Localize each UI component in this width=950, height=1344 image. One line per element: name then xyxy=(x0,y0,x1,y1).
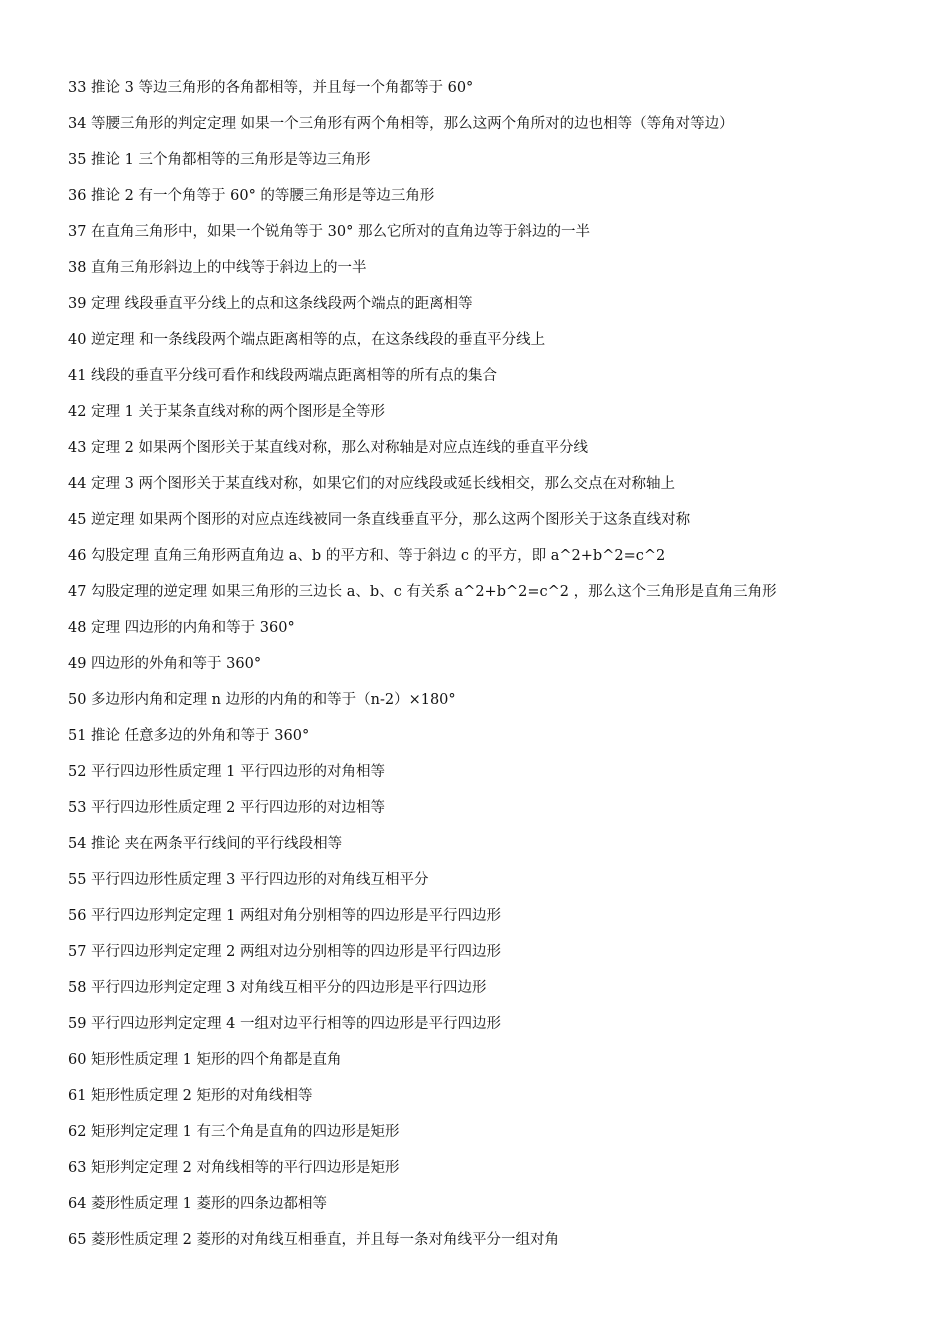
theorem-line-52: 52 平行四边形性质定理 1 平行四边形的对角相等 xyxy=(68,764,386,780)
theorem-line-37: 37 在直角三角形中，如果一个锐角等于 30° 那么它所对的直角边等于斜边的一半 xyxy=(68,224,590,240)
theorem-line-51: 51 推论 任意多边的外角和等于 360° xyxy=(68,728,310,744)
theorem-line-34: 34 等腰三角形的判定定理 如果一个三角形有两个角相等，那么这两个角所对的边也相等（等角对等边） xyxy=(68,116,734,132)
theorem-line-39: 39 定理 线段垂直平分线上的点和这条线段两个端点的距离相等 xyxy=(68,296,473,312)
theorem-line-40: 40 逆定理 和一条线段两个端点距离相等的点，在这条线段的垂直平分线上 xyxy=(68,332,546,348)
theorem-line-64: 64 菱形性质定理 1 菱形的四条边都相等 xyxy=(68,1196,328,1212)
theorem-line-59: 59 平行四边形判定定理 4 一组对边平行相等的四边形是平行四边形 xyxy=(68,1016,502,1032)
theorem-line-46: 46 勾股定理 直角三角形两直角边 a、b 的平方和、等于斜边 c 的平方，即 a^2+b^2=c^2 xyxy=(68,548,666,564)
theorem-line-38: 38 直角三角形斜边上的中线等于斜边上的一半 xyxy=(68,260,367,276)
theorem-line-63: 63 矩形判定定理 2 对角线相等的平行四边形是矩形 xyxy=(68,1160,400,1176)
theorem-line-35: 35 推论 1 三个角都相等的三角形是等边三角形 xyxy=(68,152,371,168)
theorem-line-50: 50 多边形内角和定理 n 边形的内角的和等于（n-2）×180° xyxy=(68,692,456,708)
theorem-line-61: 61 矩形性质定理 2 矩形的对角线相等 xyxy=(68,1088,313,1104)
theorem-line-53: 53 平行四边形性质定理 2 平行四边形的对边相等 xyxy=(68,800,386,816)
theorem-line-57: 57 平行四边形判定定理 2 两组对边分别相等的四边形是平行四边形 xyxy=(68,944,502,960)
theorem-line-65: 65 菱形性质定理 2 菱形的对角线互相垂直，并且每一条对角线平分一组对角 xyxy=(68,1232,560,1248)
theorem-line-56: 56 平行四边形判定定理 1 两组对角分别相等的四边形是平行四边形 xyxy=(68,908,502,924)
theorem-line-43: 43 定理 2 如果两个图形关于某直线对称，那么对称轴是对应点连线的垂直平分线 xyxy=(68,440,589,456)
theorem-line-58: 58 平行四边形判定定理 3 对角线互相平分的四边形是平行四边形 xyxy=(68,980,487,996)
theorem-line-36: 36 推论 2 有一个角等于 60° 的等腰三角形是等边三角形 xyxy=(68,188,435,204)
theorem-line-55: 55 平行四边形性质定理 3 平行四边形的对角线互相平分 xyxy=(68,872,429,888)
theorem-line-41: 41 线段的垂直平分线可看作和线段两端点距离相等的所有点的集合 xyxy=(68,368,498,384)
theorem-line-47: 47 勾股定理的逆定理 如果三角形的三边长 a、b、c 有关系 a^2+b^2=c^2 ，那么这个三角形是直角三角形 xyxy=(68,584,777,600)
theorem-line-48: 48 定理 四边形的内角和等于 360° xyxy=(68,620,295,636)
theorem-line-42: 42 定理 1 关于某条直线对称的两个图形是全等形 xyxy=(68,404,386,420)
theorem-line-54: 54 推论 夹在两条平行线间的平行线段相等 xyxy=(68,836,343,852)
theorem-line-60: 60 矩形性质定理 1 矩形的四个角都是直角 xyxy=(68,1052,342,1068)
theorem-line-44: 44 定理 3 两个图形关于某直线对称，如果它们的对应线段或延长线相交，那么交点在对称轴上 xyxy=(68,476,675,492)
theorem-line-62: 62 矩形判定定理 1 有三个角是直角的四边形是矩形 xyxy=(68,1124,400,1140)
theorem-line-33: 33 推论 3 等边三角形的各角都相等，并且每一个角都等于 60° xyxy=(68,80,474,96)
theorem-line-45: 45 逆定理 如果两个图形的对应点连线被同一条直线垂直平分，那么这两个图形关于这条直线对称 xyxy=(68,512,691,528)
theorem-line-49: 49 四边形的外角和等于 360° xyxy=(68,656,262,672)
